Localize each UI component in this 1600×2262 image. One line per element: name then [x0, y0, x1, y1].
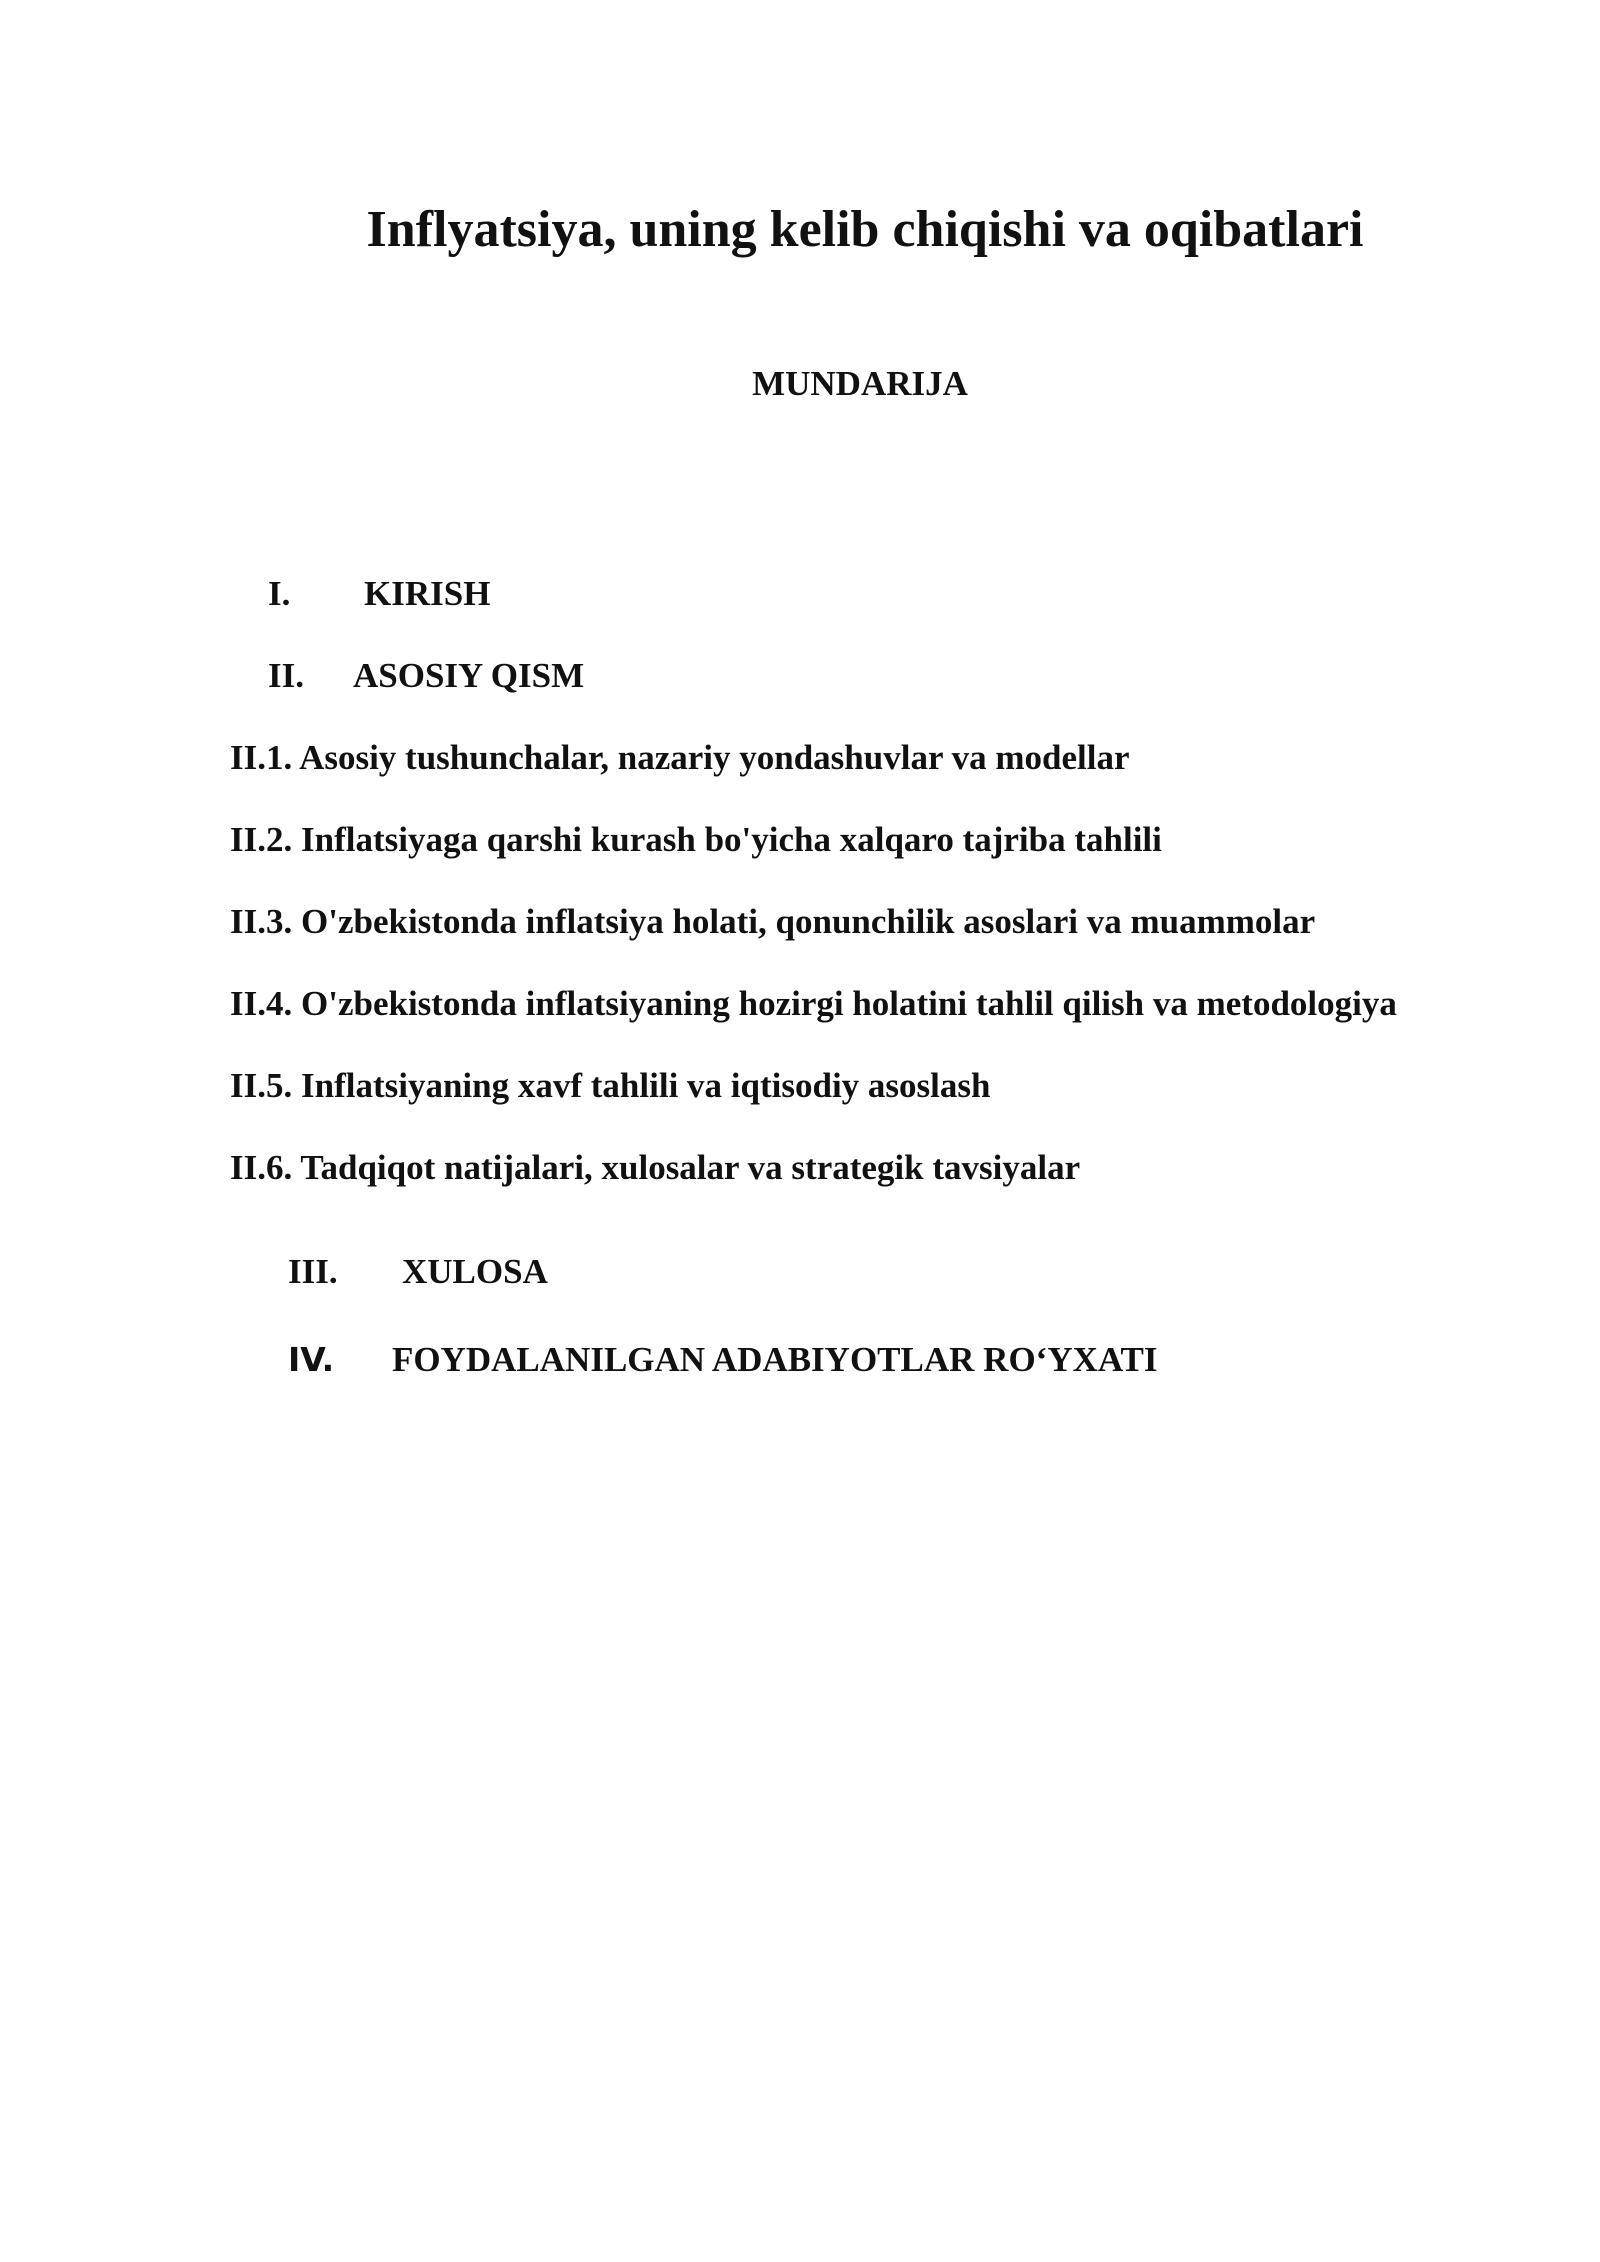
toc-subentry	[230, 1064, 990, 1108]
toc-subentry	[230, 900, 1315, 944]
toc-subentry-number: II.3.	[230, 902, 301, 941]
toc-subentry-number: II.1.	[230, 738, 300, 777]
toc-subentry-label: O'zbekistonda inflatsiya holati, qonunchilik asoslari va muammolar	[301, 902, 1316, 941]
toc-subentry-label: Tadqiqot natijalari, xulosalar va strategik tavsiyalar	[300, 1148, 1081, 1187]
toc-subentry-label: Inflatsiyaga qarshi kurash bo'yicha xalqaro tajriba tahlili	[301, 820, 1162, 859]
toc-entry-label: FOYDALANILGAN ADABIYOTLAR RO‘YXATI	[392, 1340, 1158, 1379]
toc-entry-number: I.	[268, 574, 291, 613]
toc-entry-asosiy-qism	[0, 654, 1600, 698]
toc-subentry	[230, 818, 1162, 862]
toc-entry-adabiyotlar	[0, 1338, 1600, 1382]
document-title: Inflyatsiya, uning kelib chiqishi va oqibatlari	[366, 201, 1364, 258]
toc-subentry-label: Inflatsiyaning xavf tahlili va iqtisodiy asoslash	[301, 1066, 991, 1105]
toc-entry-number: II.	[268, 656, 304, 695]
toc-subentry-number: II.2.	[230, 820, 301, 859]
toc-entry-number: III.	[288, 1252, 338, 1291]
toc-subentry	[230, 982, 1397, 1026]
toc-subentry	[230, 736, 1130, 780]
toc-entry-label: KIRISH	[364, 574, 491, 613]
toc-subentry-number: II.5.	[230, 1066, 301, 1105]
toc-subentry-label: O'zbekistonda inflatsiyaning hozirgi holatini tahlil qilish va metodologiya	[301, 984, 1397, 1023]
toc-subentry	[230, 1146, 1080, 1190]
toc-entry-label: ASOSIY QISM	[353, 656, 585, 695]
toc-subentry-number: II.6.	[230, 1148, 301, 1187]
toc-entry-kirish	[0, 572, 1600, 616]
toc-entry-xulosa	[0, 1250, 1600, 1294]
toc-heading: MUNDARIJA	[752, 364, 968, 403]
toc-subentry-label: Asosiy tushunchalar, nazariy yondashuvlar va modellar	[299, 738, 1130, 777]
toc-entry-label: XULOSA	[402, 1252, 548, 1291]
toc-subentry-number: II.4.	[230, 984, 301, 1023]
toc-entry-number: IV.	[288, 1340, 335, 1379]
